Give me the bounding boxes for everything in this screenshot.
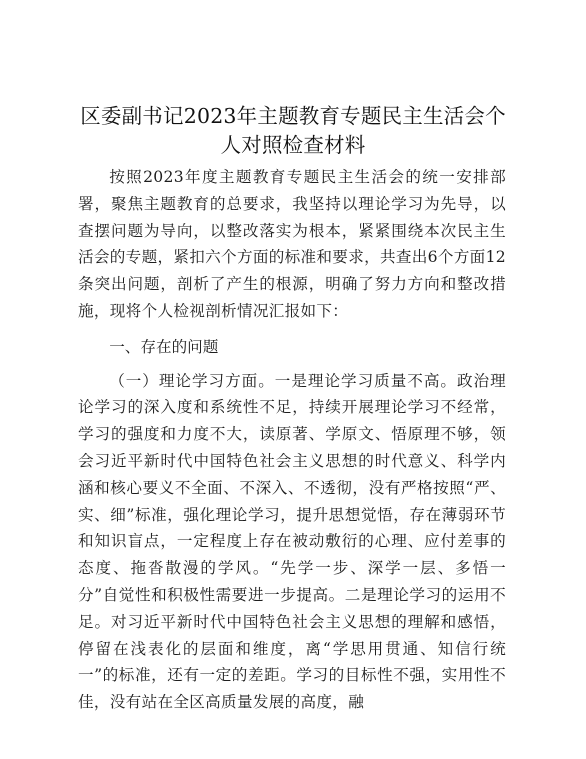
document-title: 区委副书记2023年主题教育专题民主生活会个人对照检查材料 [80,104,506,157]
document-body [78,164,506,716]
theory-study-paragraph: （一）理论学习方面。一是理论学习质量不高。政治理论学习的深入度和系统性不足，持续开展理论学习不经常，学习的强度和力度不大，读原著、学原文、悟原理不够，领会习近平新时代中国特色社会主义思想的时代意义、科学内涵和核心要义不全面、不深入、不透彻，没有严格按照“严、实、细”标准，强化理论学习，提升思想觉悟，存在薄弱环节和知识盲点，一定程度上存在被动敷衍的心理、应付差事的态度、拖沓散漫的学风。“先学一步、深学一层、多悟一分”自觉性和积极性需要进一步提高。二是理论学习的运用不足。对习近平新时代中国特色社会主义思想的理解和感悟，停留在浅表化的层面和维度，离“学思用贯通、知信行统一”的标准，还有一定的差距。学习的目标性不强，实用性不佳，没有站在全区高质量发展的高度，融 [78,371,506,712]
intro-paragraph: 按照2023年度主题教育专题民主生活会的统一安排部署，聚焦主题教育的总要求，我坚持以理论学习为先导，以查摆问题为导向，以整改落实为根本，紧紧围绕本次民主生活会的专题，紧扣六个方面的标准和要求，共查出6个方面12条突出问题，剖析了产生的根源，明确了努力方向和整改措施，现将个人检视剖析情况汇报如下： [78,168,507,320]
section-heading-problems: 一、存在的问题 [109,337,219,356]
